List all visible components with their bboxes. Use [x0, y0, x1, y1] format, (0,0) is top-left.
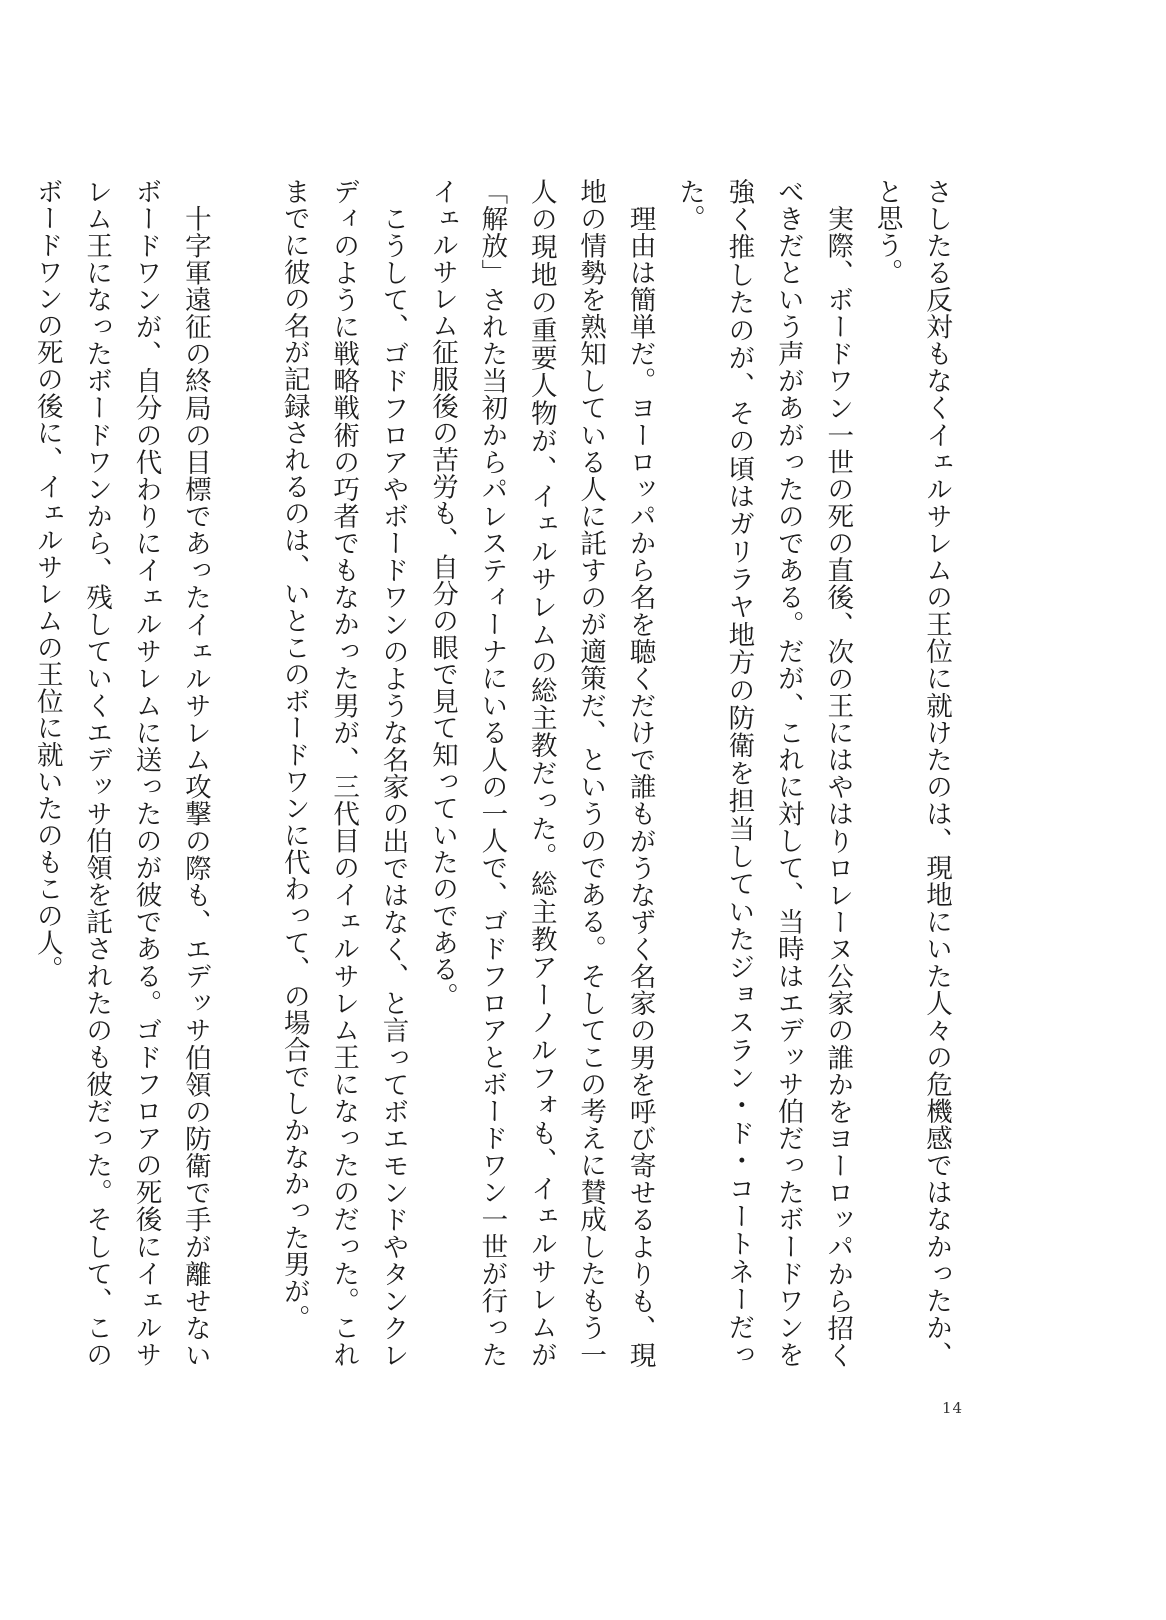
paragraph-3: 理由は簡単だ。ヨーロッパから名を聴くだけで誰もがうなずく名家の男を呼び寄せるよりも、現地の情勢を熟知している人に託すのが適策だ、というのである。そしてこの考えに賛成したもう一人の現地の重要人物が、イェルサレムの総主教だった。総主教アーノルフォも、イェルサレムが「解放」された当初からパレスティーナにいる人の一人で、ゴドフロアとボードワン一世が行ったイェルサレム征服後の苦労も、自分の眼で見て知っていたのである。: [426, 178, 656, 1368]
paragraph-1: さしたる反対もなくイェルサレムの王位に就けたのは、現地にいた人々の危機感ではなかったか、と思う。: [871, 178, 952, 1368]
paragraph-2: 実際、ボードワン一世の死の直後、次の王にはやはりロレーヌ公家の誰かをヨーロッパから招くべきだという声があがったのである。だが、これに対して、当時はエデッサ伯だったボードワンを強く推したのが、その頃はガリラヤ地方の防衛を担当していたジョスラン・ド・コートネーだった。: [673, 178, 854, 1368]
paragraph-4: こうして、ゴドフロアやボードワンのような名家の出ではなく、と言ってボエモンドやタンクレディのように戦略戦術の巧者でもなかった男が、三代目のイェルサレム王になったのだった。これまでに彼の名が記録されるのは、いとこのボードワンに代わって、の場合でしかなかった男が。: [278, 178, 409, 1368]
vertical-text-body: [0, 178, 961, 1368]
page-number: 14: [942, 1399, 964, 1417]
paragraph-5: 十字軍遠征の終局の目標であったイェルサレム攻撃の際も、エデッサ伯領の防衛で手が離せないボードワンが、自分の代わりにイェルサレムに送ったのが彼である。ゴドフロアの死後にイェルサレム王になったボードワンから、残していくエデッサ伯領を託されたのも彼だった。そして、このボードワンの死の後に、イェルサレムの王位に就いたのもこの人。: [31, 178, 211, 1368]
